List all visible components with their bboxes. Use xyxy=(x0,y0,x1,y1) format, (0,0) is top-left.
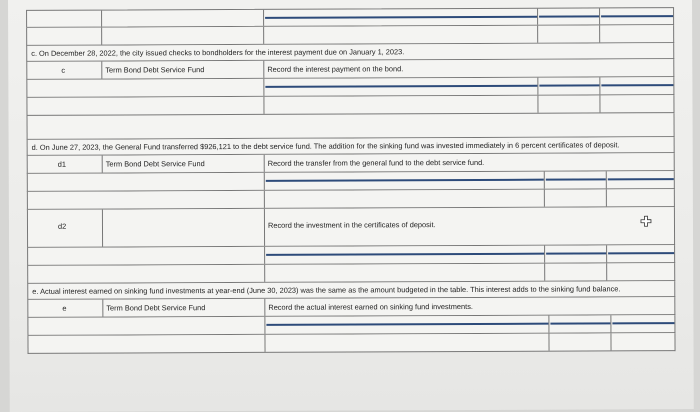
fund-name: Term Bond Debt Service Fund xyxy=(105,65,205,75)
entry-letter: d2 xyxy=(57,221,67,231)
journal-grid xyxy=(26,7,675,354)
fund-name: Term Bond Debt Service Fund xyxy=(105,159,205,169)
entry-letter: c xyxy=(61,65,66,75)
entry-row[interactable] xyxy=(27,333,675,354)
entry-description: Record the transfer from the general fund to the debt service fund. xyxy=(267,157,485,168)
fund-name: Term Bond Debt Service Fund xyxy=(106,303,206,313)
instruction-e: e. Actual interest earned on sinking fund investments at year-end (June 30, 2023) was the same as the amount budgeted in the table. This interest adds to the sinking fund balance. xyxy=(27,281,675,300)
entry-description: Record the investment in the certificates of deposit. xyxy=(267,220,436,230)
entry-row[interactable] xyxy=(26,95,674,116)
entry-description: Record the interest payment on the bond. xyxy=(267,64,404,74)
instruction-c: c. On December 28, 2022, the city issued checks to bondholders for the interest payment due on January 1, 2023. xyxy=(26,43,674,62)
spacer-row xyxy=(27,113,675,140)
worksheet-paper xyxy=(8,0,694,412)
plus-move-icon[interactable] xyxy=(640,215,652,227)
instruction-d: d. On June 27, 2023, the General Fund transferred $926,121 to the debt service fund. The addition for the sinking fund was invested immediately in 6 percent certificates of deposit. xyxy=(27,137,675,156)
entry-letter: d1 xyxy=(57,159,66,169)
entry-letter: e xyxy=(62,303,67,313)
entry-header-d2 xyxy=(27,207,675,248)
entry-description: Record the actual interest earned on sinking fund investments. xyxy=(268,301,473,312)
